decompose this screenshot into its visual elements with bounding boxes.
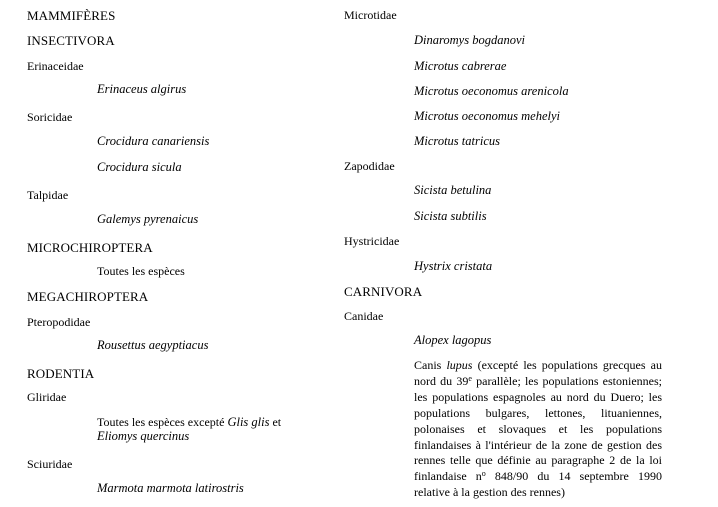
species-hystrix-cristata: Hystrix cristata [414,259,493,273]
species-crocidura-sicula: Crocidura sicula [97,160,182,174]
species-alopex-lagopus: Alopex lagopus [414,333,492,347]
species-sicista-subtilis: Sicista subtilis [414,209,487,223]
family-gliridae: Gliridae [27,390,67,404]
family-hystricidae: Hystricidae [344,234,400,248]
order-microchiroptera: MICROCHIROPTERA [27,240,153,255]
family-zapodidae: Zapodidae [344,159,395,173]
species-microtus-oeconomus-arenicola: Microtus oeconomus arenicola [414,84,569,98]
canis-note-part-2: parallèle; les populations estoniennes; les populations espagnoles au nord du Duero; les populations bulgares, lettones, lituaniennes, polonaises et slovaques et les populations finlandaises à l'intérieur de la zone de gestion des rennes telle que définie au paragraphe 2 de la loi finlandaise n [414,373,662,484]
species-microtus-tatricus: Microtus tatricus [414,134,500,148]
canis-species-lupus: lupus [446,358,473,372]
family-canidae: Canidae [344,309,384,323]
order-insectivora: INSECTIVORA [27,33,115,48]
order-megachiroptera: MEGACHIROPTERA [27,289,149,304]
heading-mammiferes: MAMMIFÈRES [27,8,116,23]
species-eliomys-quercinus: Eliomys quercinus [97,429,190,443]
family-pteropodidae: Pteropodidae [27,315,91,329]
canis-note-part-1: (excepté les populations grecques au nord du 39 [414,358,662,388]
order-carnivora: CARNIVORA [344,284,423,299]
family-sciuridae: Sciuridae [27,457,73,471]
family-microtidae: Microtidae [344,8,397,22]
species-rousettus-aegyptiacus: Rousettus aegyptiacus [97,338,209,352]
canis-lupus-note [414,358,662,501]
canis-genus: Canis [414,358,447,372]
gliridae-line1-suffix: et [269,415,282,429]
canis-note-part-3: 848/90 du 14 septembre 1990 relative à la gestion des rennes) [414,469,662,500]
superscript-e: e [468,373,472,383]
species-dinaromys-bogdanovi: Dinaromys bogdanovi [414,33,525,47]
species-microtus-cabrerae: Microtus cabrerae [414,59,507,73]
gliridae-species-line-1 [97,416,281,429]
species-glis-glis: Glis glis [227,415,270,429]
species-crocidura-canariensis: Crocidura canariensis [97,134,210,148]
species-galemys-pyrenaicus: Galemys pyrenaicus [97,212,199,226]
family-erinaceidae: Erinaceidae [27,59,84,73]
family-soricidae: Soricidae [27,110,73,124]
species-erinaceus-algirus: Erinaceus algirus [97,82,187,96]
species-sicista-betulina: Sicista betulina [414,183,492,197]
gliridae-line1-prefix: Toutes les espèces excepté [97,415,228,429]
superscript-o: o [481,469,486,479]
species-microtus-oeconomus-mehelyi: Microtus oeconomus mehelyi [414,109,561,123]
microchiroptera-all-species: Toutes les espèces [97,264,185,278]
family-talpidae: Talpidae [27,188,69,202]
species-marmota-marmota-latirostris: Marmota marmota latirostris [97,481,244,495]
order-rodentia: RODENTIA [27,366,95,381]
